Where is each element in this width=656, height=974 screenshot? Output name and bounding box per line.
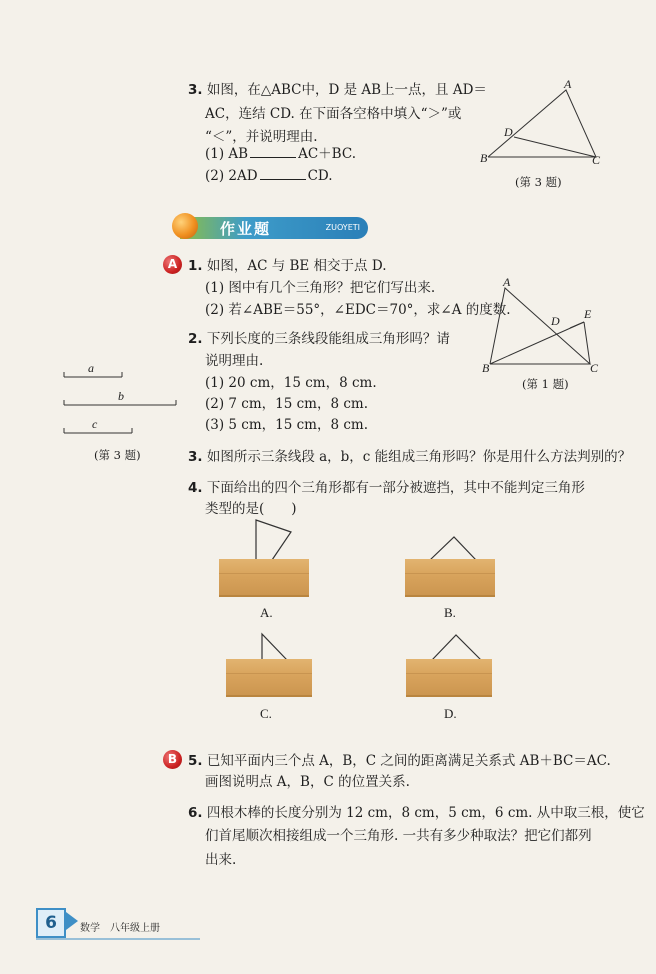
segment-label-c: c <box>92 417 98 431</box>
q6-line1: 6. 四根木棒的长度分别为 12 cm，8 cm，5 cm，6 cm. 从中取三根，使它 <box>188 805 645 821</box>
q1-number: 1. <box>188 258 203 274</box>
vertex-label-E: E <box>584 307 592 321</box>
segments-figure-caption: (第 3 题) <box>94 448 141 462</box>
q6-number: 6. <box>188 805 203 821</box>
q3-top-figure-caption: (第 3 题) <box>515 175 562 189</box>
q2-item-1: (1) 20 cm，15 cm，8 cm. <box>205 375 377 391</box>
choice-b-label[interactable]: B. <box>444 605 456 620</box>
q3-top-line2: AC，连结 CD. 在下面各空格中填入“＞”或 <box>205 106 462 122</box>
group-b-badge: B <box>163 750 182 769</box>
q3-top-part1: (1) AB AC＋BC. <box>205 146 356 162</box>
vertex-label-C: C <box>590 361 599 375</box>
section-subtitle: ZUOYETI <box>325 223 360 232</box>
q2-item-2: (2) 7 cm，15 cm，8 cm. <box>205 396 369 412</box>
vertex-label-A: A <box>503 275 511 289</box>
q1-line3: (2) 若∠ABE＝55°，∠EDC＝70°，求∠A 的度数. <box>205 302 511 318</box>
footer-book-title: 数学 八年级上册 <box>80 923 160 934</box>
section-title: 作业题 <box>220 220 272 238</box>
q5-line2: 画图说明点 A，B，C 的位置关系. <box>205 774 410 790</box>
q1-line2: (1) 图中有几个三角形？把它们写出来. <box>205 280 436 296</box>
q2-line2: 说明理由. <box>205 353 264 369</box>
q3-top-part2: (2) 2AD CD. <box>205 168 333 184</box>
q6-line3: 出来. <box>205 852 237 868</box>
q2-item-3: (3) 5 cm，15 cm，8 cm. <box>205 417 369 433</box>
q6-line2: 们首尾顺次相接组成一个三角形. 一共有多少种取法？把它们都列 <box>205 828 592 844</box>
q1-line1: 1. 如图，AC 与 BE 相交于点 D. <box>188 258 387 274</box>
vertex-label-B: B <box>482 361 490 375</box>
page-number: 6 <box>36 908 66 938</box>
segment-label-b: b <box>118 389 124 403</box>
q3-top-line3: “＜”，并说明理由. <box>205 129 318 145</box>
q3-top-line1: 3. 如图，在△ABC中，D 是 AB上一点，且 AD＝ <box>188 82 487 98</box>
vertex-label-D: D <box>551 314 560 328</box>
choice-c-label[interactable]: C. <box>260 706 272 721</box>
choice-d-label[interactable]: D. <box>444 706 457 721</box>
q3-top-number: 3. <box>188 82 203 98</box>
vertex-label-A: A <box>564 77 572 91</box>
q2-line1: 2. 下列长度的三条线段能组成三角形吗？请 <box>188 331 450 347</box>
q2-number: 2. <box>188 331 203 347</box>
q5-number: 5. <box>188 753 203 769</box>
q4-number: 4. <box>188 480 203 496</box>
q3-number: 3. <box>188 449 203 465</box>
segment-label-a: a <box>88 361 94 375</box>
q4-line2: 类型的是( ) <box>205 501 297 517</box>
vertex-label-C: C <box>592 153 601 167</box>
group-a-badge: A <box>163 255 182 274</box>
q4-line1: 4. 下面给出的四个三角形都有一部分被遮挡，其中不能判定三角形 <box>188 480 585 496</box>
vertex-label-D: D <box>504 125 513 139</box>
choice-a-label[interactable]: A. <box>260 605 273 620</box>
q3-line: 3. 如图所示三条线段 a，b，c 能组成三角形吗？你是用什么方法判别的？ <box>188 449 632 465</box>
vertex-label-B: B <box>480 151 488 165</box>
q1-figure-caption: (第 1 题) <box>522 377 569 391</box>
q5-line1: 5. 已知平面内三个点 A，B，C 之间的距离满足关系式 AB＋BC＝AC. <box>188 753 611 769</box>
